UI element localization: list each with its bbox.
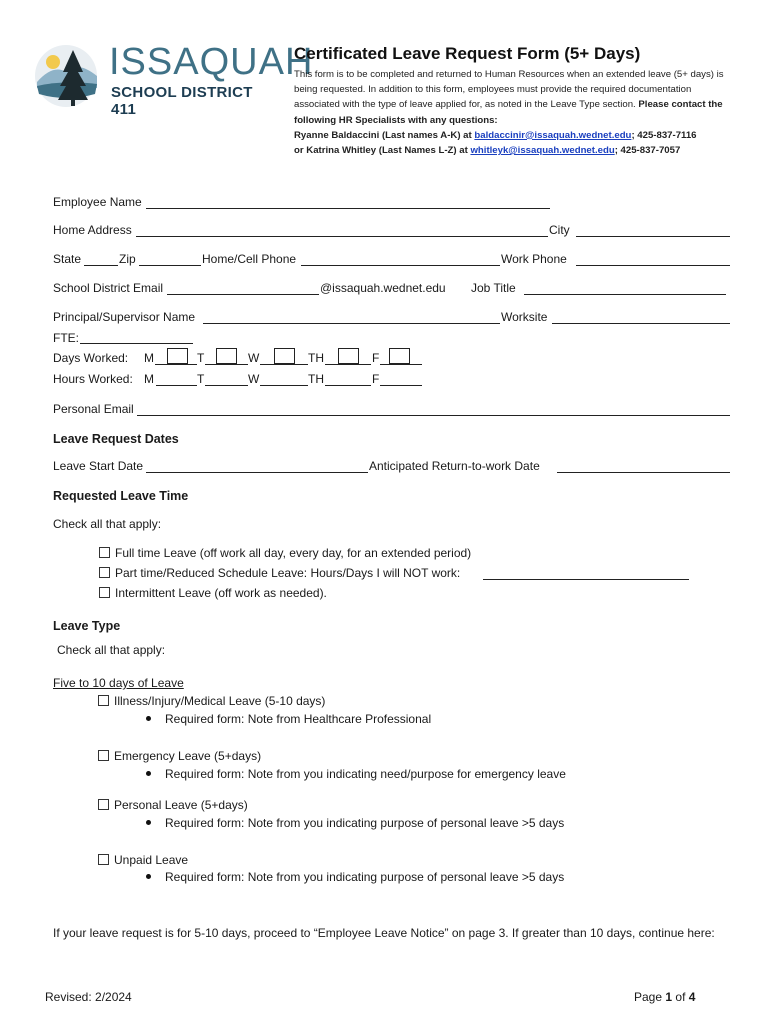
hours-f-label: F <box>372 372 380 386</box>
days-th-underline <box>325 364 371 365</box>
worksite-label: Worksite <box>501 310 548 324</box>
page-prefix: Page <box>634 990 663 1004</box>
home-cell-phone-field[interactable] <box>301 265 500 266</box>
hours-m-field[interactable] <box>156 385 197 386</box>
employee-name-label: Employee Name <box>53 195 142 209</box>
days-th-label: TH <box>308 351 324 365</box>
return-date-label: Anticipated Return-to-work Date <box>369 459 540 473</box>
hours-th-label: TH <box>308 372 324 386</box>
hours-worked-label: Hours Worked: <box>53 372 133 386</box>
hours-t-label: T <box>197 372 205 386</box>
bullet-icon <box>146 771 151 776</box>
hours-m-label: M <box>144 372 154 386</box>
days-m-box[interactable] <box>167 348 188 364</box>
form-intro <box>294 67 734 158</box>
job-title-label: Job Title <box>471 281 516 295</box>
bullet-icon <box>146 820 151 825</box>
leave-type-personal-requirement <box>146 816 564 830</box>
contact2-phone: ; 425-837-7057 <box>614 145 681 157</box>
hours-f-field[interactable] <box>380 385 422 386</box>
leave-type-label: Illness/Injury/Medical Leave (5-10 days) <box>114 694 326 708</box>
employee-name-field[interactable] <box>146 208 550 209</box>
home-address-label: Home Address <box>53 223 132 237</box>
leave-type-subheading: Five to 10 days of Leave <box>53 676 184 690</box>
bullet-icon <box>146 874 151 879</box>
city-label: City <box>549 223 570 237</box>
mountain-tree-logo-icon <box>33 42 103 110</box>
checkbox-icon[interactable] <box>99 547 110 558</box>
leave-start-field[interactable] <box>146 472 368 473</box>
city-field[interactable] <box>576 236 730 237</box>
state-field[interactable] <box>84 265 118 266</box>
continuation-note: If your leave request is for 5-10 days, proceed to “Employee Leave Notice” on page 3. If greater than 10 days, continue here: <box>53 926 715 940</box>
days-w-underline <box>260 364 308 365</box>
fte-field[interactable] <box>80 343 193 344</box>
leave-type-emergency[interactable] <box>98 749 261 763</box>
days-w-label: W <box>248 351 260 365</box>
work-phone-label: Work Phone <box>501 252 567 266</box>
days-th-box[interactable] <box>338 348 359 364</box>
supervisor-field[interactable] <box>203 323 500 324</box>
personal-email-field[interactable] <box>137 415 730 416</box>
option-label: Full time Leave (off work all day, every day, for an extended period) <box>115 546 472 560</box>
requirement-text: Required form: Note from Healthcare Professional <box>165 712 432 726</box>
checkbox-icon[interactable] <box>98 854 109 865</box>
revised-date: Revised: 2/2024 <box>45 990 132 1004</box>
hours-t-field[interactable] <box>205 385 248 386</box>
job-title-field[interactable] <box>524 294 726 295</box>
days-t-label: T <box>197 351 205 365</box>
option-label: Part time/Reduced Schedule Leave: Hours/Days I will NOT work: <box>115 566 461 580</box>
checkbox-icon[interactable] <box>98 695 109 706</box>
leave-time-option-part[interactable] <box>99 566 460 580</box>
checkbox-icon[interactable] <box>99 587 110 598</box>
page-total: 4 <box>688 990 696 1004</box>
leave-time-option-intermittent[interactable] <box>99 586 327 600</box>
home-cell-phone-label: Home/Cell Phone <box>202 252 297 266</box>
leave-type-unpaid-requirement <box>146 870 564 884</box>
leave-type-heading: Leave Type <box>53 619 121 633</box>
contact1-email-link[interactable]: baldaccinir@issaquah.wednet.edu <box>474 129 632 141</box>
leave-start-label: Leave Start Date <box>53 459 144 473</box>
zip-field[interactable] <box>139 265 201 266</box>
leave-type-label: Personal Leave (5+days) <box>114 798 248 812</box>
page-number: 1 <box>665 990 673 1004</box>
hours-w-field[interactable] <box>260 385 308 386</box>
contact1-phone: ; 425-837-7116 <box>631 129 697 141</box>
leave-type-illness-requirement <box>146 712 431 726</box>
checkbox-icon[interactable] <box>98 750 109 761</box>
email-domain-text: @issaquah.wednet.edu <box>320 281 446 295</box>
leave-type-unpaid[interactable] <box>98 853 188 867</box>
hours-w-label: W <box>248 372 260 386</box>
requirement-text: Required form: Note from you indicating purpose of personal leave >5 days <box>165 816 565 830</box>
supervisor-label: Principal/Supervisor Name <box>53 310 196 324</box>
fte-label: FTE: <box>53 331 79 345</box>
days-w-box[interactable] <box>274 348 295 364</box>
page-of: of <box>675 990 686 1004</box>
logo-subtitle: SCHOOL DISTRICT 411 <box>111 84 253 118</box>
home-address-field[interactable] <box>136 236 548 237</box>
hours-th-field[interactable] <box>325 385 371 386</box>
intro-contact-heading: Please contact the following HR Specialists with any questions: <box>294 99 723 126</box>
days-t-box[interactable] <box>216 348 237 364</box>
leave-type-personal[interactable] <box>98 798 248 812</box>
worksite-field[interactable] <box>552 323 730 324</box>
days-f-box[interactable] <box>389 348 410 364</box>
contact2-prefix: or Katrina Whitley (Last Names L-Z) at <box>294 145 468 157</box>
school-email-field[interactable] <box>167 294 319 295</box>
zip-label: Zip <box>119 252 136 266</box>
leave-dates-heading: Leave Request Dates <box>53 432 179 446</box>
leave-type-illness[interactable] <box>98 694 325 708</box>
days-m-label: M <box>144 351 154 365</box>
leave-type-instruction: Check all that apply: <box>57 643 166 657</box>
leave-type-label: Emergency Leave (5+days) <box>114 749 262 763</box>
option-label: Intermittent Leave (off work as needed). <box>115 586 327 600</box>
contact1-prefix: Ryanne Baldaccini (Last names A-K) at <box>294 129 472 141</box>
school-email-label: School District Email <box>53 281 164 295</box>
days-worked-label: Days Worked: <box>53 351 129 365</box>
checkbox-icon[interactable] <box>98 799 109 810</box>
checkbox-icon[interactable] <box>99 567 110 578</box>
leave-time-instruction: Check all that apply: <box>53 517 162 531</box>
days-f-underline <box>380 364 422 365</box>
leave-type-emergency-requirement <box>146 767 566 781</box>
leave-time-option-full[interactable] <box>99 546 471 560</box>
work-phone-field[interactable] <box>576 265 730 266</box>
part-time-hours-field[interactable] <box>483 579 689 580</box>
intro-text: This form is to be completed and returned to Human Resources when an extended leave (5+ days) is being requested. In addition to this form, employees must provide the required documentation associated with the type of leave applied for, as noted in the Leave Type section. <box>294 69 724 111</box>
form-title: Certificated Leave Request Form (5+ Days) <box>294 44 641 63</box>
bullet-icon <box>146 716 151 721</box>
logo-wordmark: ISSAQUAH <box>109 41 314 83</box>
personal-email-label: Personal Email <box>53 402 134 416</box>
contact2-email-link[interactable]: whitleyk@issaquah.wednet.edu <box>470 145 615 157</box>
page-indicator <box>634 990 695 1004</box>
requirement-text: Required form: Note from you indicating purpose of personal leave >5 days <box>165 870 565 884</box>
requirement-text: Required form: Note from you indicating need/purpose for emergency leave <box>165 767 566 781</box>
days-t-underline <box>205 364 248 365</box>
district-logo <box>33 40 314 118</box>
days-m-underline <box>155 364 197 365</box>
leave-type-label: Unpaid Leave <box>114 853 189 867</box>
return-date-field[interactable] <box>557 472 730 473</box>
days-f-label: F <box>372 351 380 365</box>
state-label: State <box>53 252 82 266</box>
leave-time-heading: Requested Leave Time <box>53 489 189 503</box>
